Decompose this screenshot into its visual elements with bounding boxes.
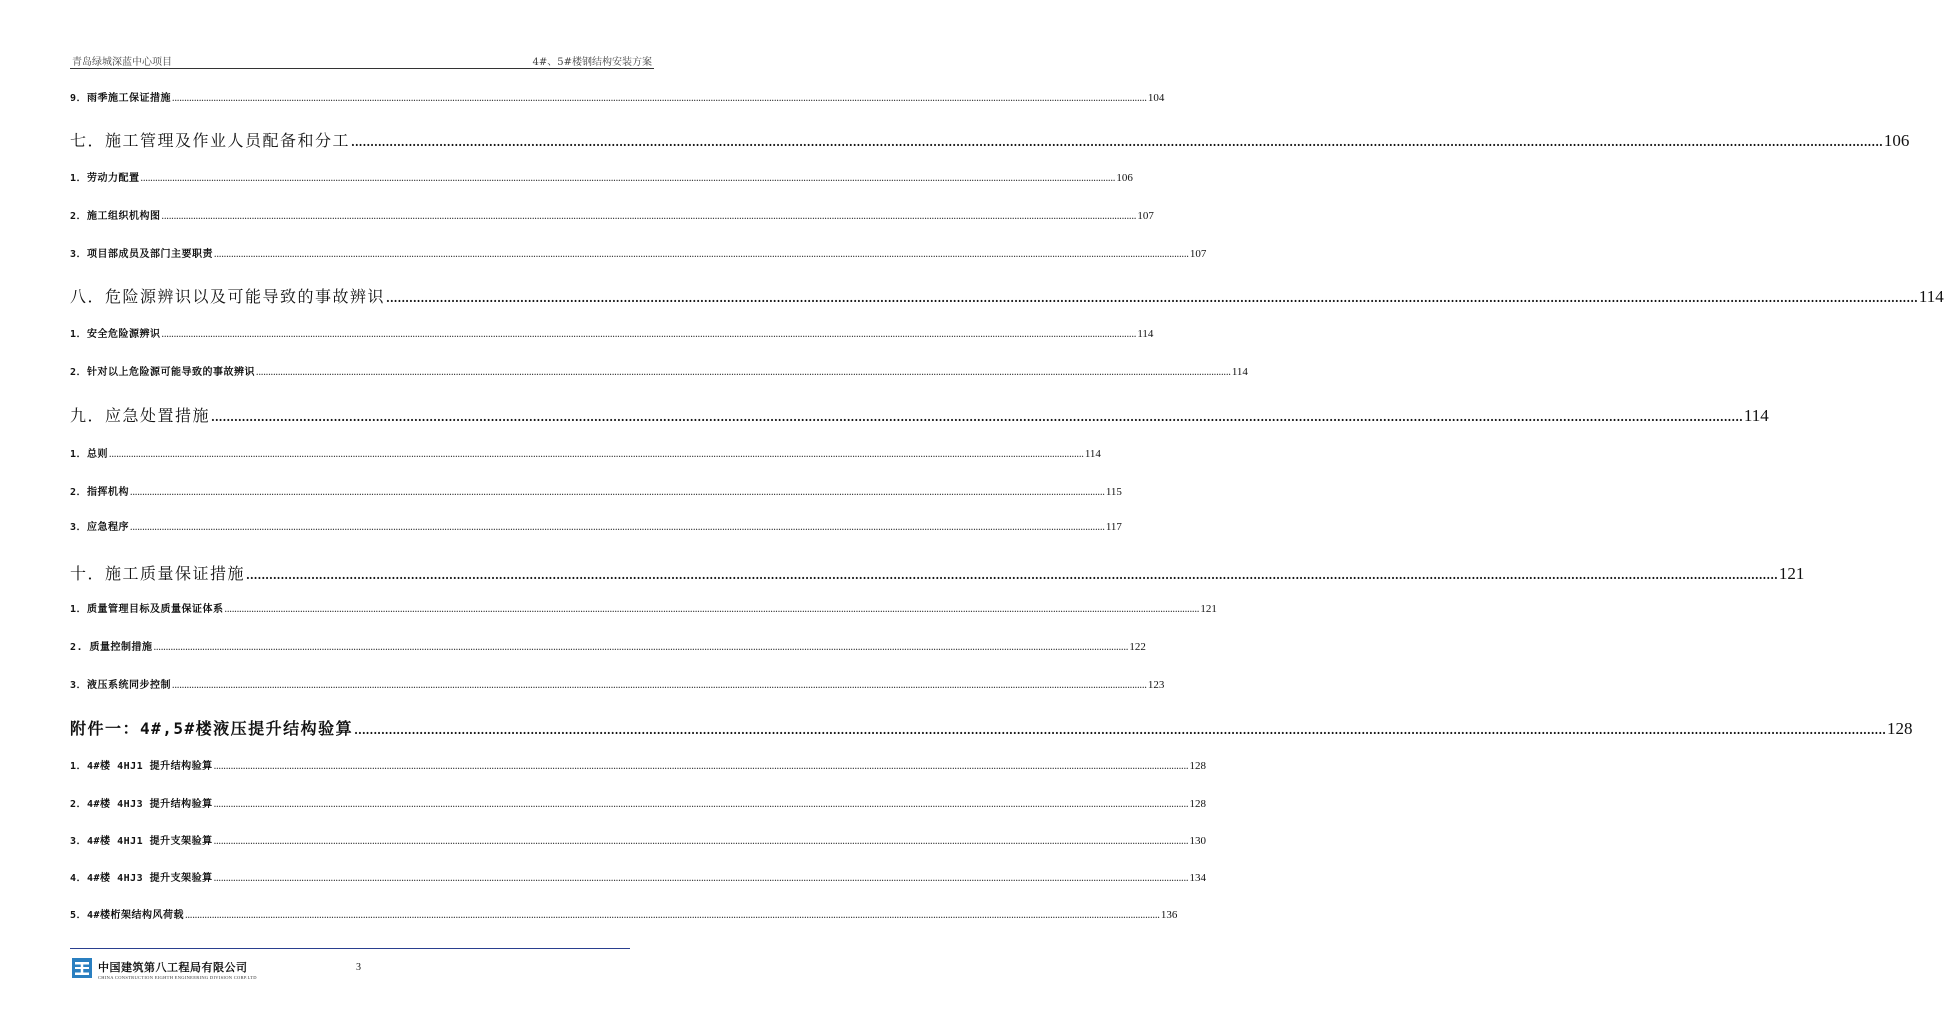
toc-entry[interactable] bbox=[70, 245, 1207, 260]
footer-company-name-cn: 中国建筑第八工程局有限公司 bbox=[98, 961, 248, 974]
header-document-title: 4#、5#楼钢结构安装方案 bbox=[532, 57, 652, 68]
toc-entry-page: 122 bbox=[1129, 641, 1146, 653]
footer-divider bbox=[70, 948, 630, 949]
toc-leader-dots: ................................................................................................................................................................................................................................................................................................................................................................................................................ bbox=[256, 368, 1231, 377]
toc-leader-dots: ................................................................................................................................................................................................................................................................................................................................................................................................................ bbox=[224, 605, 1200, 614]
toc-entry-page: 106 bbox=[1116, 172, 1133, 184]
toc-entry[interactable] bbox=[70, 638, 1146, 653]
toc-entry-label: 1．4#楼 4HJ1 提升结构验算 bbox=[70, 761, 213, 772]
toc-section-label: 七．施工管理及作业人员配备和分工 bbox=[70, 131, 351, 150]
toc-entry[interactable] bbox=[70, 795, 1206, 810]
toc-leader-dots: ................................................................................................................................................................................................................................................................................................................................................................................................................ bbox=[386, 292, 1918, 305]
toc-leader-dots: ................................................................................................................................................................................................................................................................................................................................................................................................................ bbox=[161, 212, 1137, 221]
toc-entry-label: 2．施工组织机构图 bbox=[70, 211, 161, 222]
toc-entry[interactable] bbox=[70, 906, 1178, 921]
toc-leader-dots: ................................................................................................................................................................................................................................................................................................................................................................................................................ bbox=[214, 250, 1189, 259]
toc-entry-label: 3．4#楼 4HJ1 提升支架验算 bbox=[70, 836, 213, 847]
toc-section-page: 121 bbox=[1778, 564, 1805, 583]
toc-entry-page: 107 bbox=[1137, 210, 1154, 222]
toc-section-page: 128 bbox=[1887, 719, 1913, 738]
table-of-contents bbox=[70, 0, 1944, 1024]
toc-entry-page: 136 bbox=[1160, 909, 1178, 921]
toc-entry-page: 114 bbox=[1084, 448, 1101, 460]
header-project-name: 青岛绿城深蓝中心项目 bbox=[72, 57, 172, 68]
toc-entry-label: 3．应急程序 bbox=[70, 522, 130, 533]
toc-entry[interactable] bbox=[70, 757, 1206, 772]
toc-entry[interactable] bbox=[70, 832, 1206, 847]
toc-section-label: 附件一：4#,5#楼液压提升结构验算 bbox=[70, 719, 354, 738]
toc-entry[interactable] bbox=[70, 483, 1122, 498]
toc-entry[interactable] bbox=[70, 518, 1122, 533]
toc-section[interactable] bbox=[70, 716, 1913, 740]
toc-section-page: 114 bbox=[1918, 287, 1944, 306]
toc-leader-dots: ................................................................................................................................................................................................................................................................................................................................................................................................................ bbox=[213, 762, 1189, 771]
toc-leader-dots: ................................................................................................................................................................................................................................................................................................................................................................................................................ bbox=[213, 800, 1189, 809]
toc-entry-page: 128 bbox=[1189, 798, 1206, 810]
toc-leader-dots: ................................................................................................................................................................................................................................................................................................................................................................................................................ bbox=[246, 569, 1778, 582]
toc-section[interactable] bbox=[70, 284, 1944, 308]
toc-entry-page: 117 bbox=[1105, 521, 1122, 533]
toc-entry-page: 114 bbox=[1137, 328, 1154, 340]
toc-entry-label: 4．4#楼 4HJ3 提升支架验算 bbox=[70, 873, 213, 884]
toc-section-page: 106 bbox=[1883, 131, 1910, 150]
toc-entry[interactable] bbox=[70, 363, 1248, 378]
toc-section[interactable] bbox=[70, 128, 1910, 152]
footer-company-name-en: CHINA CONSTRUCTION EIGHTH ENGINEERING DIVISION CORP.LTD bbox=[98, 975, 257, 980]
toc-entry[interactable] bbox=[70, 169, 1133, 184]
toc-entry-label: 1．安全危险源辨识 bbox=[70, 329, 161, 340]
toc-entry-label: 2．4#楼 4HJ3 提升结构验算 bbox=[70, 799, 213, 810]
toc-entry-label: 5．4#楼桁架结构风荷载 bbox=[70, 910, 185, 921]
toc-section[interactable] bbox=[70, 403, 1769, 427]
toc-entry-page: 104 bbox=[1147, 92, 1165, 104]
page-number: 3 bbox=[356, 962, 361, 973]
toc-entry-page: 114 bbox=[1231, 366, 1248, 378]
toc-section-page: 114 bbox=[1743, 406, 1769, 425]
toc-entry-label: 2. 质量控制措施 bbox=[70, 642, 153, 653]
toc-leader-dots: ................................................................................................................................................................................................................................................................................................................................................................................................................ bbox=[140, 174, 1116, 183]
toc-entry-label: 1．总则 bbox=[70, 449, 109, 460]
toc-section[interactable] bbox=[70, 561, 1805, 585]
toc-entry-label: 1．质量管理目标及质量保证体系 bbox=[70, 604, 224, 615]
toc-entry-page: 121 bbox=[1200, 603, 1217, 615]
toc-leader-dots: ................................................................................................................................................................................................................................................................................................................................................................................................................ bbox=[351, 136, 1883, 149]
toc-leader-dots: ................................................................................................................................................................................................................................................................................................................................................................................................................ bbox=[109, 450, 1084, 459]
toc-entry[interactable] bbox=[70, 89, 1165, 104]
company-logo-icon bbox=[72, 958, 92, 978]
toc-entry[interactable] bbox=[70, 869, 1206, 884]
toc-entry-page: 130 bbox=[1189, 835, 1206, 847]
toc-leader-dots: ................................................................................................................................................................................................................................................................................................................................................................................................................ bbox=[213, 837, 1189, 846]
toc-entry-page: 128 bbox=[1189, 760, 1206, 772]
toc-entry-label: 2．针对以上危险源可能导致的事故辨识 bbox=[70, 367, 256, 378]
toc-section-label: 十．施工质量保证措施 bbox=[70, 564, 246, 583]
toc-entry-label: 3．项目部成员及部门主要职责 bbox=[70, 249, 214, 260]
toc-entry[interactable] bbox=[70, 325, 1154, 340]
toc-entry-label: 9．雨季施工保证措施 bbox=[70, 93, 172, 104]
toc-leader-dots: ................................................................................................................................................................................................................................................................................................................................................................................................................ bbox=[185, 911, 1160, 920]
toc-entry-label: 2．指挥机构 bbox=[70, 487, 130, 498]
toc-entry[interactable] bbox=[70, 600, 1217, 615]
toc-entry-page: 134 bbox=[1189, 872, 1206, 884]
toc-leader-dots: ................................................................................................................................................................................................................................................................................................................................................................................................................ bbox=[130, 523, 1105, 532]
toc-section-label: 九．应急处置措施 bbox=[70, 406, 211, 425]
toc-entry-page: 115 bbox=[1105, 486, 1122, 498]
toc-leader-dots: ................................................................................................................................................................................................................................................................................................................................................................................................................ bbox=[172, 94, 1147, 103]
toc-leader-dots: ................................................................................................................................................................................................................................................................................................................................................................................................................ bbox=[161, 330, 1137, 339]
toc-entry-label: 1．劳动力配置 bbox=[70, 173, 140, 184]
toc-entry-page: 107 bbox=[1189, 248, 1207, 260]
toc-entry[interactable] bbox=[70, 676, 1165, 691]
toc-leader-dots: ................................................................................................................................................................................................................................................................................................................................................................................................................ bbox=[130, 488, 1105, 497]
toc-section-label: 八．危险源辨识以及可能导致的事故辨识 bbox=[70, 287, 386, 306]
toc-leader-dots: ................................................................................................................................................................................................................................................................................................................................................................................................................ bbox=[354, 724, 1887, 737]
toc-entry[interactable] bbox=[70, 207, 1154, 222]
toc-entry-label: 3．液压系统同步控制 bbox=[70, 680, 172, 691]
toc-leader-dots: ................................................................................................................................................................................................................................................................................................................................................................................................................ bbox=[153, 643, 1129, 652]
toc-entry-page: 123 bbox=[1147, 679, 1165, 691]
toc-leader-dots: ................................................................................................................................................................................................................................................................................................................................................................................................................ bbox=[213, 874, 1189, 883]
toc-entry[interactable] bbox=[70, 445, 1101, 460]
toc-leader-dots: ................................................................................................................................................................................................................................................................................................................................................................................................................ bbox=[211, 411, 1743, 424]
toc-leader-dots: ................................................................................................................................................................................................................................................................................................................................................................................................................ bbox=[172, 681, 1147, 690]
